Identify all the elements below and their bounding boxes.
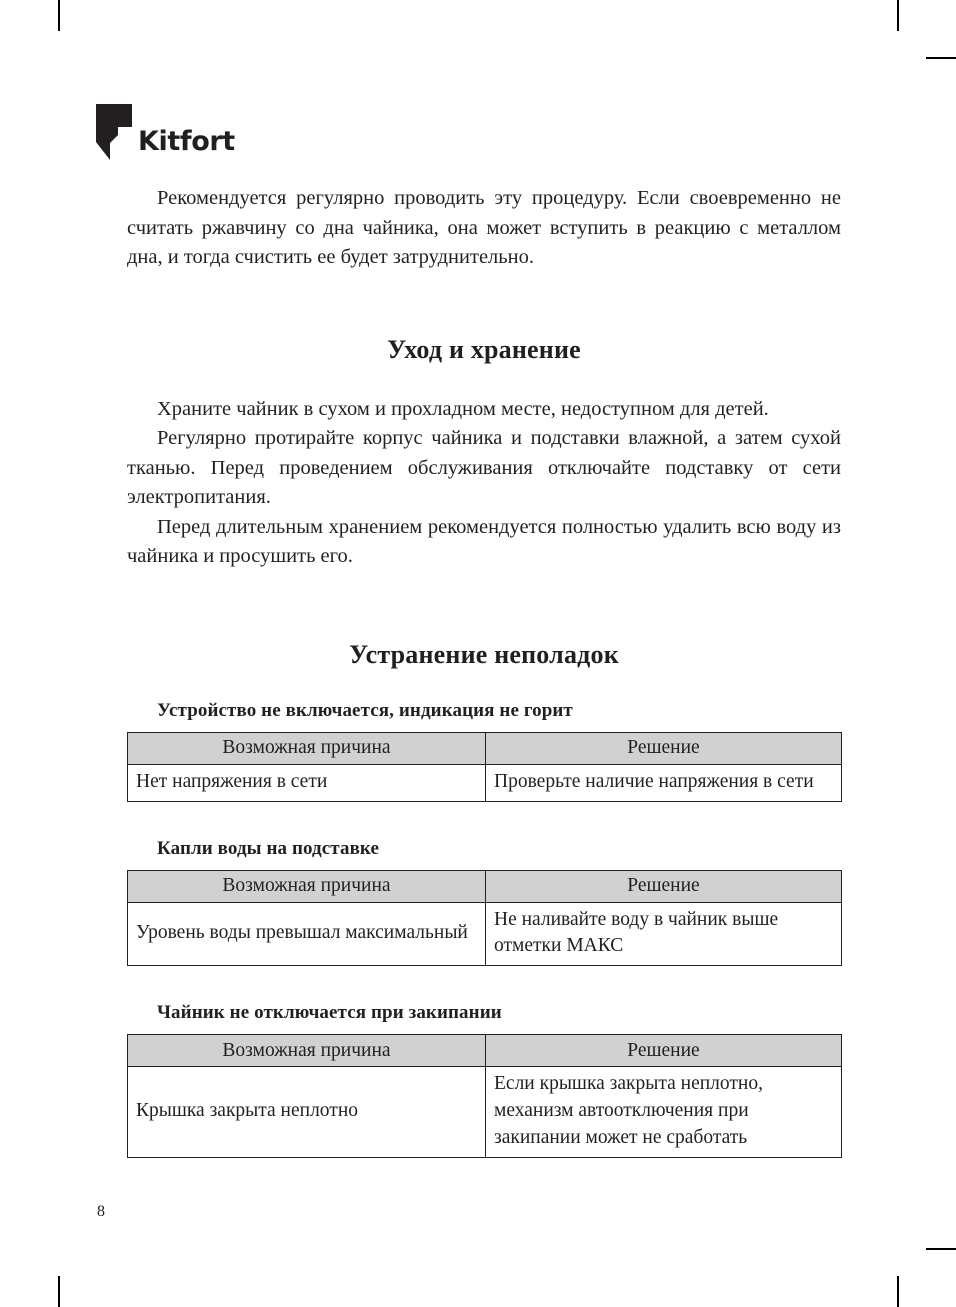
column-header-cause: Возможная причина <box>128 870 486 902</box>
column-header-cause: Возможная причина <box>128 732 486 764</box>
troubleshooting-table-no-power <box>127 732 842 802</box>
intro-paragraph: Рекомендуется регулярно проводить эту процедуру. Если своевременно не считать ржавчину со дна чайника, она может вступить в реакцию с металлом дна, и тогда счистить ее будет затруднительно. <box>127 187 841 269</box>
brand-logo <box>96 104 235 160</box>
crop-mark-bottom-right <box>897 1276 899 1307</box>
crop-mark-top-right <box>897 0 899 31</box>
care-paragraph-3: Перед длительным хранением рекомендуется полностью удалить всю воду из чайника и просушить его. <box>127 515 841 568</box>
column-header-solution: Решение <box>486 732 842 764</box>
section-heading-care: Уход и хранение <box>387 334 581 364</box>
cell-cause: Уровень воды превышал максимальный <box>128 902 486 966</box>
cell-solution: Проверьте наличие напряжения в сети <box>486 764 842 801</box>
subheading-water-drops: Капли воды на подставке <box>157 837 380 859</box>
section-heading-troubleshooting: Устранение неполадок <box>349 639 619 669</box>
crop-mark-right-bottom <box>926 1248 956 1250</box>
subheading-no-auto-shutoff: Чайник не отключается при закипании <box>157 1002 502 1024</box>
troubleshooting-table-no-auto-shutoff <box>127 1034 842 1158</box>
brand-name: Kitfort <box>138 126 235 157</box>
troubleshooting-table-water-drops <box>127 870 842 967</box>
page-content <box>127 184 841 1158</box>
care-paragraph-1: Храните чайник в сухом и прохладном месте, недоступном для детей. <box>157 397 769 420</box>
crop-mark-right-top <box>926 57 956 59</box>
column-header-solution: Решение <box>486 870 842 902</box>
table-header-row <box>128 732 842 764</box>
table-header-row <box>128 870 842 902</box>
table-row <box>128 902 842 966</box>
column-header-cause: Возможная причина <box>128 1035 486 1067</box>
cell-cause: Нет напряжения в сети <box>128 764 486 801</box>
kitfort-flag-icon <box>96 104 132 160</box>
table-row <box>128 764 842 801</box>
page-number: 8 <box>97 1203 105 1220</box>
crop-mark-top-left <box>58 0 60 31</box>
cell-cause: Крышка закрыта неплотно <box>128 1067 486 1158</box>
table-header-row <box>128 1035 842 1067</box>
care-paragraph-2: Регулярно протирайте корпус чайника и подставки влажной, а затем сухой тканью. Перед проведением обслуживания отключайте подставку от сети электропитания. <box>127 427 841 509</box>
cell-solution: Если крышка закрыта неплотно, механизм автоотключения при закипании может не сработать <box>486 1067 842 1158</box>
subheading-no-power: Устройство не включается, индикация не горит <box>157 699 573 721</box>
table-row <box>128 1067 842 1158</box>
column-header-solution: Решение <box>486 1035 842 1067</box>
cell-solution: Не наливайте воду в чайник выше отметки МАКС <box>486 902 842 966</box>
crop-mark-bottom-left <box>58 1276 60 1307</box>
